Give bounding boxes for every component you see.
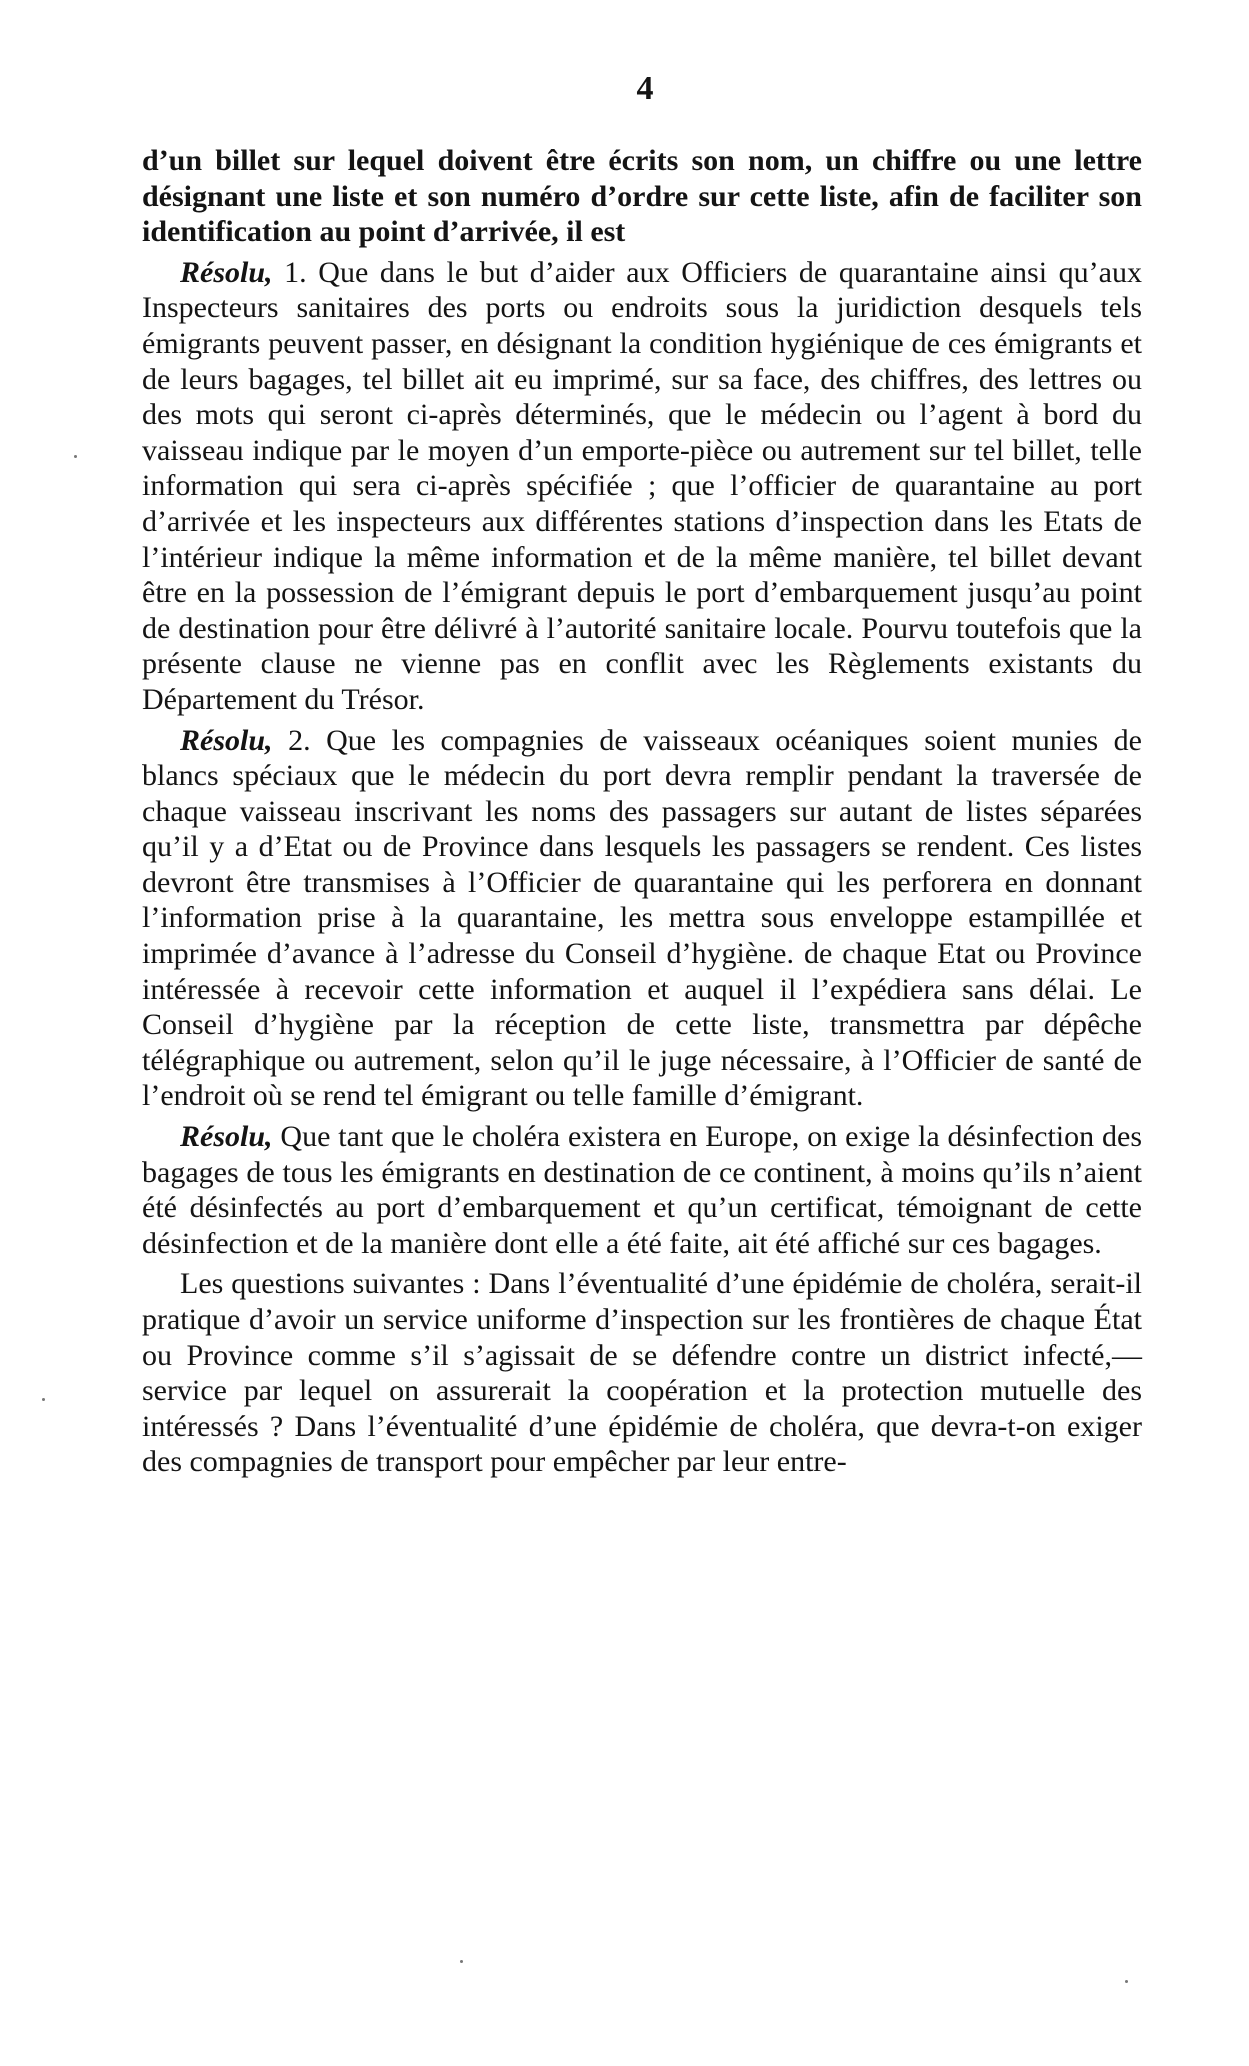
resolution-label: Résolu, bbox=[180, 1120, 273, 1154]
paragraph-text: 1. Que dans le but d’aider aux Officiers de quarantaine ainsi qu’aux Inspecteurs sanitaires des ports ou endroits sous la juridiction desquels tels émigrants peuvent passer, en désignant la condition hygiénique de ces émigrants et de leurs bagages, tel billet ait eu imprimé, sur sa face, des chiffres, des lettres ou des mots qui seront ci-après déterminés, que le médecin ou l’agent à bord du vaisseau indique par le moyen d’un emporte-pièce ou autrement sur tel billet, telle information qui sera ci-après spécifiée ; que l’officier de quarantaine au port d’arrivée et les inspecteurs aux différentes stations d’inspection dans les Etats de l’intérieur indique la même information et de la même manière, tel billet devant être en la possession de l’émigrant depuis le port d’embarquement jusqu’au point de destination pour être délivré à l’autorité sanitaire locale. Pourvu toutefois que la présente clause ne vienne pas en conflit avec les Règlements existants du Département du Trésor. bbox=[142, 255, 1142, 716]
paragraph-resolution-1 bbox=[142, 255, 1142, 718]
scan-speck bbox=[1125, 1980, 1128, 1983]
scan-speck bbox=[42, 1398, 45, 1401]
paragraph-continuation: d’un billet sur lequel doivent être écrits son nom, un chiffre ou une lettre désignant une liste et son numéro d’ordre sur cette liste, afin de faciliter son identification au point d’arrivée, il est bbox=[142, 144, 1142, 249]
scan-speck bbox=[460, 1960, 463, 1963]
paragraph-resolution-2 bbox=[142, 723, 1142, 1115]
body-text bbox=[142, 143, 1142, 1485]
scan-speck bbox=[74, 455, 77, 458]
page-number: 4 bbox=[636, 70, 654, 107]
paragraph-resolution-3 bbox=[142, 1119, 1142, 1261]
resolution-label: Résolu, bbox=[180, 723, 273, 757]
paragraph-text: 2. Que les compagnies de vaisseaux océaniques soient munies de blancs spéciaux que le médecin du port devra remplir pendant la traversée de chaque vaisseau inscrivant les noms des passagers sur autant de listes séparées qu’il y a d’Etat ou de Province dans lesquels les passagers se rendent. Ces listes devront être transmises à l’Officier de quarantaine qui les perforera en donnant l’information prise à la quarantaine, les mettra sous enveloppe estampillée et imprimée d’avance à l’adresse du Conseil d’hygiène. de chaque Etat ou Province intéressée à recevoir cette information et auquel il l’expédiera sans délai. Le Conseil d’hygiène par la réception de cette liste, transmettra par dépêche télégraphique ou autrement, selon qu’il le juge nécessaire, à l’Officier de santé de l’endroit où se rend tel émigrant ou telle famille d’émigrant. bbox=[142, 723, 1142, 1113]
paragraph-text: Que tant que le choléra existera en Europe, on exige la désinfection des bagages de tous les émigrants en destination de ce continent, à moins qu’ils n’aient été désinfectés au port d’embarquement et qu’un certificat, témoignant de cette désinfection et de la manière dont elle a été faite, ait été affiché sur ces bagages. bbox=[142, 1120, 1142, 1260]
resolution-label: Résolu, bbox=[180, 255, 273, 289]
paragraph-questions: Les questions suivantes : Dans l’éventualité d’une épidémie de choléra, serait-il pratique d’avoir un service uniforme d’inspection sur les frontières de chaque État ou Province comme s’il s’agissait de se défendre contre un district infecté,—service par lequel on assurerait la coopération et la protection mutuelle des intéressés ? Dans l’éventualité d’une épidémie de choléra, que devra-t-on exiger des compagnies de transport pour empêcher par leur entre- bbox=[142, 1267, 1142, 1479]
